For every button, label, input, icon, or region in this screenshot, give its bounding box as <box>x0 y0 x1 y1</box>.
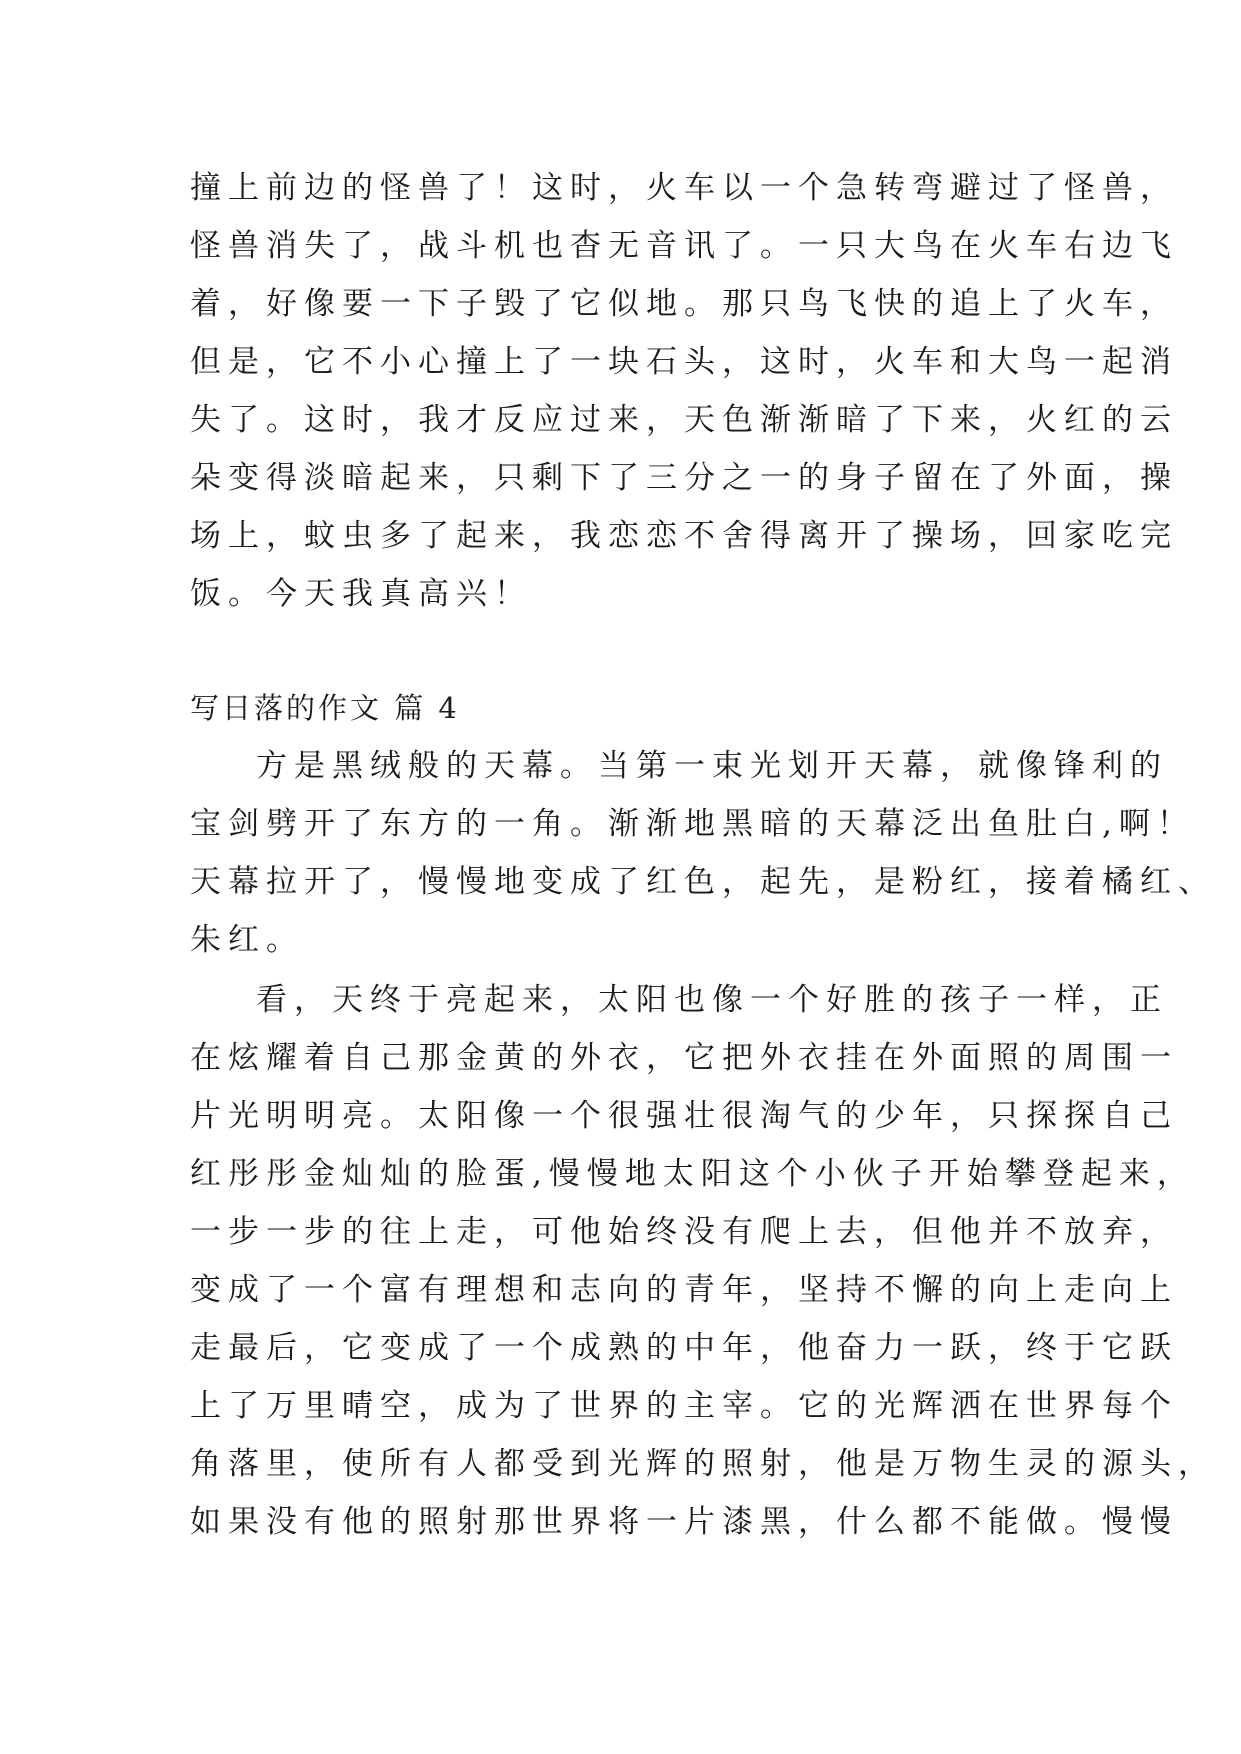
section-heading: 写日落的作文 篇 4 <box>190 691 460 725</box>
text-line: 角落里，使所有人都受到光辉的照射，他是万物生灵的源头， <box>190 1446 1216 1482</box>
text-line: 红彤彤金灿灿的脸蛋,慢慢地太阳这个小伙子开始攀登起来， <box>190 1156 1195 1192</box>
text-line: 场上，蚊虫多了起来，我恋恋不舍得离开了操场，回家吃完 <box>190 518 1178 554</box>
text-line: 如果没有他的照射那世界将一片漆黑，什么都不能做。慢慢 <box>190 1504 1178 1540</box>
text-line: 宝剑劈开了东方的一角。渐渐地黑暗的天幕泛出鱼肚白,啊！ <box>190 806 1195 842</box>
text-line: 方是黑绒般的天幕。当第一束光划开天幕，就像锋利的 <box>256 748 1168 784</box>
text-line: 一步一步的往上走，可他始终没有爬上去，但他并不放弃， <box>190 1214 1178 1250</box>
text-line: 撞上前边的怪兽了！这时，火车以一个急转弯避过了怪兽， <box>190 170 1178 206</box>
text-line: 朱红。 <box>190 922 304 958</box>
text-line: 走最后，它变成了一个成熟的中年，他奋力一跃，终于它跃 <box>190 1330 1178 1366</box>
text-line: 怪兽消失了，战斗机也杳无音讯了。一只大鸟在火车右边飞 <box>190 228 1178 264</box>
text-line: 失了。这时，我才反应过来，天色渐渐暗了下来，火红的云 <box>190 402 1178 438</box>
text-line: 天幕拉开了，慢慢地变成了红色，起先，是粉红，接着橘红、 <box>190 864 1216 900</box>
text-line: 饭。今天我真高兴！ <box>190 576 532 612</box>
text-line: 片光明明亮。太阳像一个很强壮很淘气的少年，只探探自己 <box>190 1098 1178 1134</box>
text-line: 但是，它不小心撞上了一块石头，这时，火车和大鸟一起消 <box>190 344 1178 380</box>
text-line: 在炫耀着自己那金黄的外衣，它把外衣挂在外面照的周围一 <box>190 1040 1178 1076</box>
text-line: 变成了一个富有理想和志向的青年，坚持不懈的向上走向上 <box>190 1272 1178 1308</box>
text-line: 上了万里晴空，成为了世界的主宰。它的光辉洒在世界每个 <box>190 1388 1178 1424</box>
text-line: 着，好像要一下子毁了它似地。那只鸟飞快的追上了火车， <box>190 286 1178 322</box>
text-line: 看，天终于亮起来，太阳也像一个好胜的孩子一样，正 <box>256 982 1168 1018</box>
text-line: 朵变得淡暗起来，只剩下了三分之一的身子留在了外面，操 <box>190 460 1178 496</box>
